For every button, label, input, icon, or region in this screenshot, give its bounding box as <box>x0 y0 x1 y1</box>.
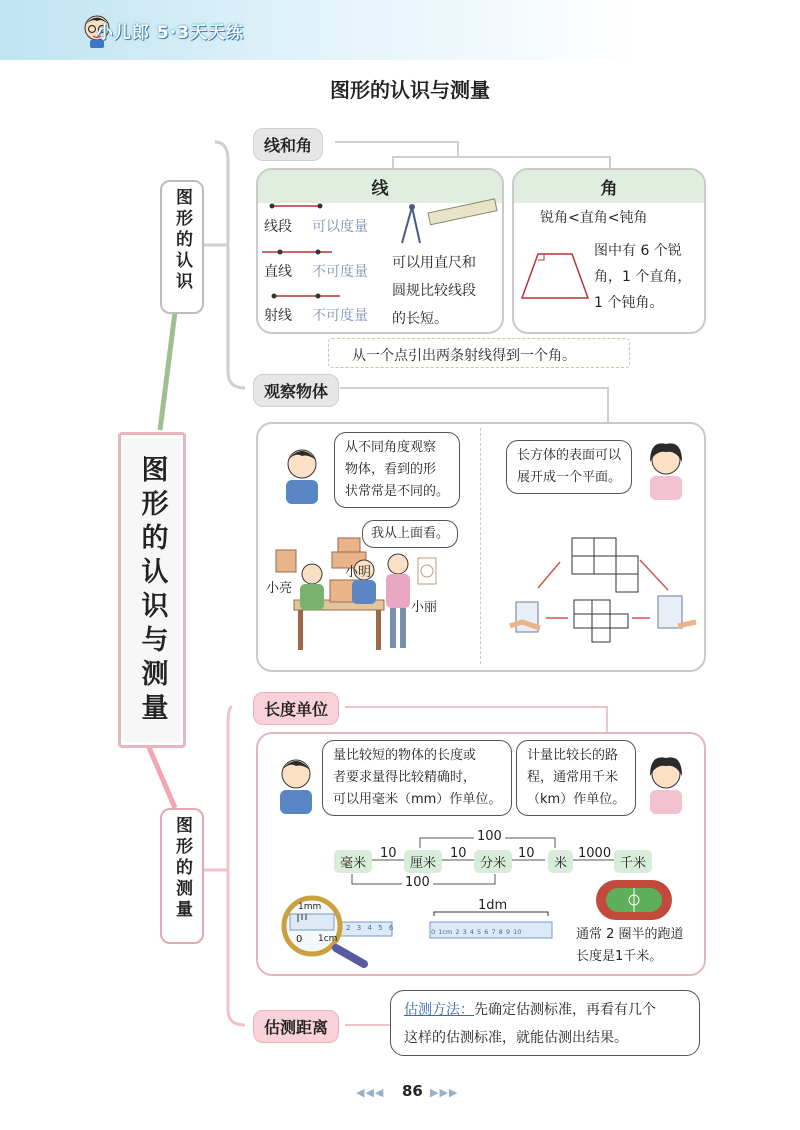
boy-figure-2 <box>272 756 322 816</box>
footer-next-arrows: ▶▶▶ <box>430 1086 459 1099</box>
page-number: 86 <box>402 1082 423 1100</box>
angle-note: 图中有 6 个锐 角，1 个直角， 1 个钝角。 <box>594 243 692 311</box>
unit-dm: 分米 <box>474 850 512 873</box>
magnifier-mm: 1mm <box>298 902 322 912</box>
quadrilateral-diagram <box>518 246 598 306</box>
rate-1: 10 <box>380 846 397 861</box>
recognition-label: 图形的认识 <box>160 180 204 314</box>
magnifier-icon <box>276 892 396 972</box>
lines-angles-label: 线和角 <box>253 128 323 161</box>
page-title: 图形的认识与测量 <box>330 78 490 102</box>
running-track-icon <box>594 878 674 922</box>
unit-m: 米 <box>548 850 573 873</box>
observe-label: 观察物体 <box>253 374 339 407</box>
observe-divider <box>480 428 481 664</box>
estimate-label: 估测距离 <box>253 1010 339 1043</box>
rate-4: 1000 <box>578 846 612 861</box>
unit-mm: 毫米 <box>334 850 372 873</box>
length-units-label: 长度单位 <box>253 692 339 725</box>
observe-bubble-top: 我从上面看。 <box>362 520 458 548</box>
line-row-name-2: 直线 <box>264 264 292 280</box>
unit-cm: 厘米 <box>404 850 442 873</box>
unit-km: 千米 <box>614 850 652 873</box>
brand-title: 小儿郎 5·3天天练 <box>96 23 245 43</box>
angle-order: 锐角<直角<钝角 <box>540 210 648 226</box>
ruler-dm-label: 1dm <box>478 898 508 913</box>
name-xiaoliang: 小亮 <box>266 581 293 596</box>
girl-figure <box>640 440 692 502</box>
estimate-method-label: 估测方法： <box>404 1002 474 1018</box>
chain-top-rate: 100 <box>474 829 505 844</box>
observe-bubble-left: 从不同角度观察 物体，看到的形 状常常是不同的。 <box>334 432 460 508</box>
line-row-desc-2: 不可度量 <box>312 264 368 280</box>
rate-3: 10 <box>518 846 535 861</box>
chain-bottom-rate: 100 <box>402 875 433 890</box>
footer-prev-arrows: ◀◀◀ <box>356 1086 385 1099</box>
line-row-desc-3: 不可度量 <box>312 308 368 324</box>
line-row-desc-1: 可以度量 <box>312 219 368 235</box>
line-row-name-3: 射线 <box>264 308 292 324</box>
center-title: 图形的认识与测量 <box>136 455 168 727</box>
length-bubble-right: 计量比较长的路 程，通常用千米 （km）作单位。 <box>516 740 636 816</box>
magnifier-cm: 1cm <box>318 934 338 944</box>
ruler-compass-icon <box>398 203 498 248</box>
length-bubble-left: 量比较短的物体的长度或 者要求量得比较精确时， 可以用毫米（mm）作单位。 <box>322 740 512 816</box>
boy-figure <box>278 446 328 506</box>
measurement-label: 图形的测量 <box>160 808 204 944</box>
magnifier-zero: 0 <box>296 934 303 945</box>
angle-definition-text: 从一个点引出两条射线得到一个角。 <box>352 348 576 364</box>
angle-panel-title: 角 <box>514 170 704 203</box>
name-xiaoli: 小丽 <box>411 600 438 615</box>
name-xiaoming: 小明 <box>345 565 372 580</box>
line-panel-title: 线 <box>258 170 502 203</box>
magnifier-ticks: 2 3 4 5 6 <box>346 924 394 932</box>
cuboid-net-diagram <box>510 530 700 660</box>
observe-bubble-right: 长方体的表面可以 展开成一个平面。 <box>506 440 632 494</box>
line-row-name-1: 线段 <box>264 219 292 235</box>
line-note: 可以用直尺和 圆规比较线段 的长短。 <box>392 255 476 327</box>
rate-2: 10 <box>450 846 467 861</box>
estimate-text: 估测方法：先确定估测标准，再看有几个 这样的估测标准，就能估测出结果。 <box>404 1002 656 1046</box>
center-title-box <box>118 432 186 748</box>
girl-figure-2 <box>640 754 692 816</box>
track-note: 通常 2 圈半的跑道 长度是1千米。 <box>576 927 684 964</box>
ruler-ticks: 0 1cm 2 3 4 5 6 7 8 9 10 <box>431 928 522 936</box>
